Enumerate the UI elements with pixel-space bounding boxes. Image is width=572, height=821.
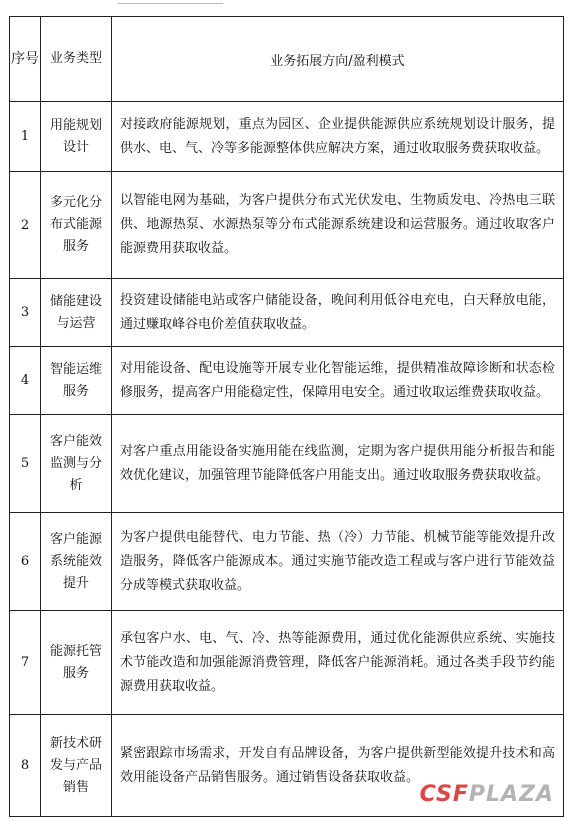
row-description: 对接政府能源规划，重点为园区、企业提供能源供应系统规划设计服务，提供水、电、气、冷等多能源整体供应解决方案，通过收取服务费获取收益。 — [112, 102, 564, 172]
row-description: 紧密跟踪市场需求，开发自有品牌设备，为客户提供新型能效提升技术和高效用能设备产品销售服务。通过销售设备获取收益。 — [112, 715, 564, 817]
row-type: 新技术研发与产品销售 — [41, 715, 112, 817]
row-type: 客户能效监测与分析 — [41, 415, 112, 513]
row-number: 6 — [10, 513, 41, 611]
table-row — [10, 347, 564, 415]
row-type: 能源托管服务 — [41, 611, 112, 715]
table-row — [10, 715, 564, 817]
row-description: 对客户重点用能设备实施用能在线监测，定期为客户提供用能分析报告和能效优化建议，加强管理节能降低客户用能支出。通过收取服务费获取收益。 — [112, 415, 564, 513]
row-type: 客户能源系统能效提升 — [41, 513, 112, 611]
row-description: 为客户提供电能替代、电力节能、热（冷）力节能、机械节能等能效提升改造服务，降低客户能源成本。通过实施节能改造工程或与客户进行节能效益分成等模式获取收益。 — [112, 513, 564, 611]
business-table — [9, 16, 564, 817]
row-description: 投资建设储能电站或客户储能设备，晚间利用低谷电充电，白天释放电能，通过赚取峰谷电价差值获取收益。 — [112, 279, 564, 347]
cropped-text-fragment — [118, 0, 223, 4]
row-number: 5 — [10, 415, 41, 513]
row-number: 1 — [10, 102, 41, 172]
table-row — [10, 102, 564, 172]
header-index: 序号 — [10, 17, 41, 102]
row-description: 对用能设备、配电设施等开展专业化智能运维，提供精准故障诊断和状态检修服务，提高客户用能稳定性，保障用电安全。通过收取运维费获取收益。 — [112, 347, 564, 415]
row-number: 7 — [10, 611, 41, 715]
table-row — [10, 611, 564, 715]
row-description: 以智能电网为基础，为客户提供分布式光伏发电、生物质发电、冷热电三联供、地源热泵、水源热泵等分布式能源系统建设和运营服务。通过收取客户能源费用获取收益。 — [112, 172, 564, 279]
table-row — [10, 279, 564, 347]
table-header-row — [10, 17, 564, 102]
row-number: 2 — [10, 172, 41, 279]
row-number: 4 — [10, 347, 41, 415]
row-type: 多元化分布式能源服务 — [41, 172, 112, 279]
row-type: 储能建设与运营 — [41, 279, 112, 347]
header-type: 业务类型 — [41, 17, 112, 102]
row-number: 8 — [10, 715, 41, 817]
row-number: 3 — [10, 279, 41, 347]
table-row — [10, 172, 564, 279]
watermark-part1: CSF — [419, 782, 469, 807]
table-row — [10, 415, 564, 513]
row-type: 智能运维服务 — [41, 347, 112, 415]
table-row — [10, 513, 564, 611]
watermark-part2: PLAZA — [468, 782, 554, 807]
header-direction: 业务拓展方向/盈利模式 — [112, 17, 564, 102]
row-type: 用能规划设计 — [41, 102, 112, 172]
row-description: 承包客户水、电、气、冷、热等能源费用，通过优化能源供应系统、实施技术节能改造和加强能源消费管理，降低客户能源消耗。通过各类手段节约能源费用获取收益。 — [112, 611, 564, 715]
